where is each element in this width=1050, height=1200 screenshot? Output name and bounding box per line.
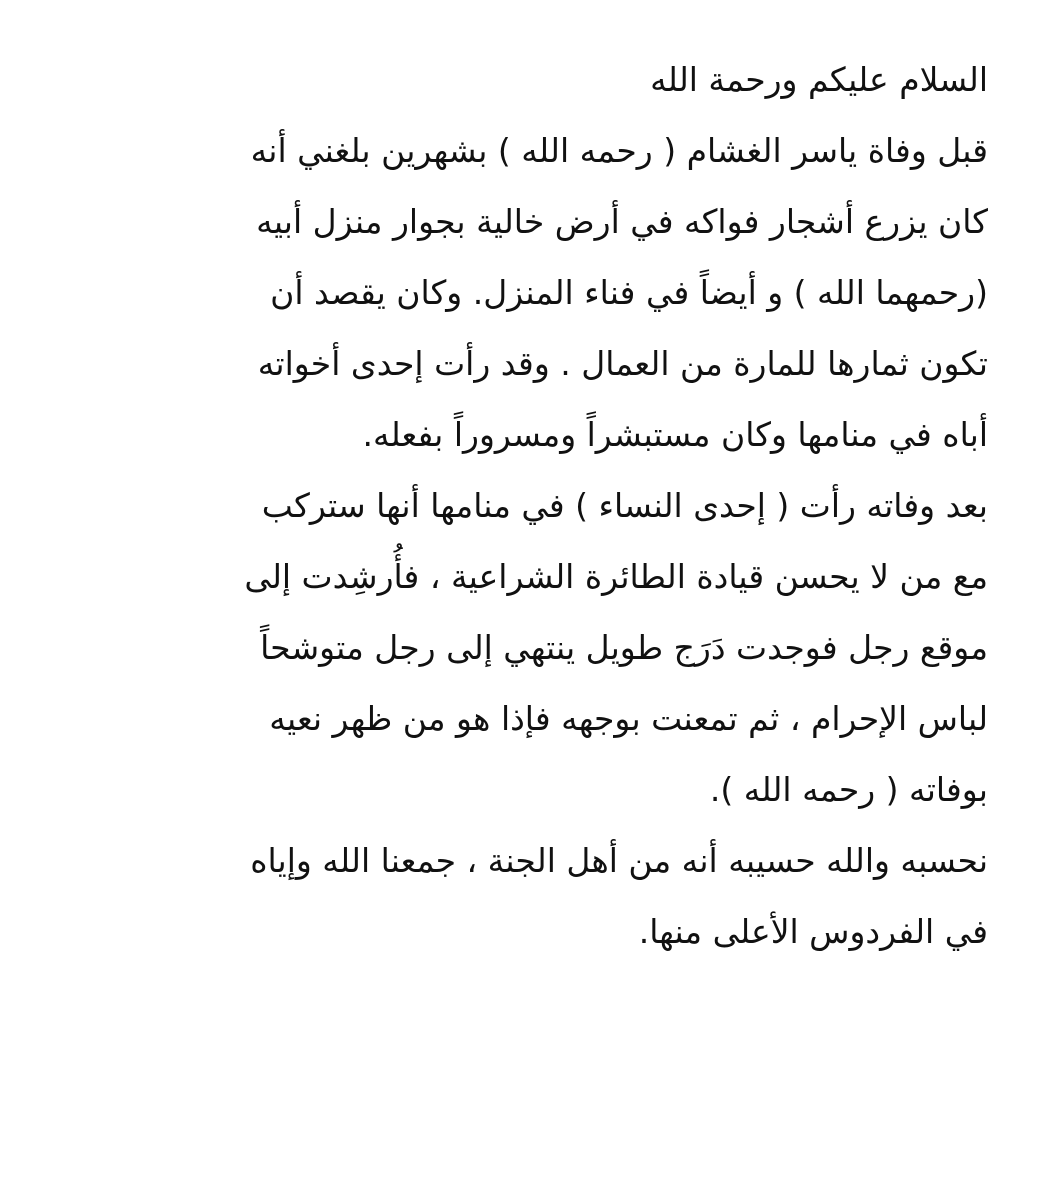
paragraph-3-line-2: في الفردوس الأعلى منها. xyxy=(638,912,988,951)
greeting-line: السلام عليكم ورحمة الله xyxy=(650,60,988,99)
paragraph-2-line-4: لباس الإحرام ، ثم تمعنت بوجهه فإذا هو من ظهر نعيه xyxy=(269,699,988,738)
paragraph-1-line-1: قبل وفاة ياسر الغشام ( رحمه الله ) بشهرين بلغني أنه xyxy=(250,131,988,170)
paragraph-2-line-1: بعد وفاته رأت ( إحدى النساء ) في منامها أنها ستركب xyxy=(261,486,988,525)
paragraph-1-line-5: أباه في منامها وكان مستبشراً ومسروراً بفعله. xyxy=(362,415,988,454)
paragraph-2-line-3: موقع رجل فوجدت دَرَج طويل ينتهي إلى رجل متوشحاً xyxy=(260,628,988,667)
paragraph-3 xyxy=(40,825,988,967)
paragraph-2-line-5: بوفاته ( رحمه الله ). xyxy=(709,770,988,809)
paragraph-2-line-2: مع من لا يحسن قيادة الطائرة الشراعية ، فأُرشِدت إلى xyxy=(244,557,988,596)
paragraph-1-line-2: كان يزرع أشجار فواكه في أرض خالية بجوار منزل أبيه xyxy=(256,202,988,241)
paragraph-1 xyxy=(40,115,988,470)
paragraph-1-line-4: تكون ثمارها للمارة من العمال . وقد رأت إحدى أخواته xyxy=(257,344,988,383)
paragraph-3-line-1: نحسبه والله حسيبه أنه من أهل الجنة ، جمعنا الله وإياه xyxy=(250,841,988,880)
paragraph-1-line-3: (رحمهما الله ) و أيضاً في فناء المنزل. وكان يقصد أن xyxy=(270,273,988,312)
paragraph-2 xyxy=(40,470,988,825)
